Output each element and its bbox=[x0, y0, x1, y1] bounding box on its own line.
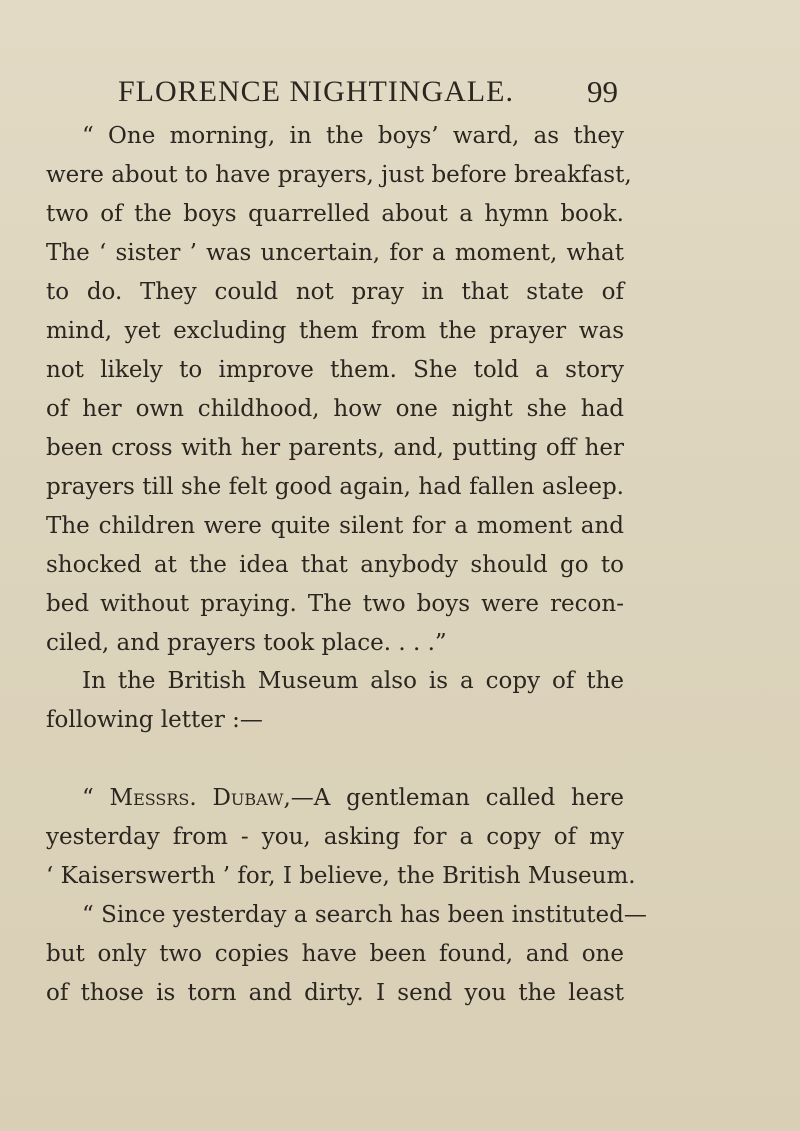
salutation: Messrs. Dubaw, bbox=[109, 785, 291, 811]
text-line: yesterday from - you, asking for a copy of my bbox=[46, 824, 624, 850]
text-line: “ One morning, in the boys’ ward, as they bbox=[82, 123, 624, 149]
text-line: shocked at the idea that anybody should go to bbox=[46, 552, 624, 578]
running-head: FLORENCE NIGHTINGALE. bbox=[118, 75, 514, 108]
paragraph-museum bbox=[46, 662, 624, 740]
text-line: mind, yet excluding them from the prayer was bbox=[46, 318, 624, 344]
text-line: two of the boys quarrelled about a hymn book. bbox=[46, 201, 624, 227]
text-line: of her own childhood, how one night she had bbox=[46, 396, 624, 422]
text-line: The children were quite silent for a moment and bbox=[46, 513, 624, 539]
text-line: of those is torn and dirty. I send you the least bbox=[46, 980, 624, 1006]
open-quote: “ bbox=[82, 785, 110, 811]
letter-paragraph-2 bbox=[46, 896, 647, 1013]
text-line: In the British Museum also is a copy of the bbox=[82, 668, 624, 694]
salutation-rest: —A gentleman called here bbox=[290, 785, 624, 811]
text-line: bed without praying. The two boys were recon- bbox=[46, 591, 624, 617]
text-line: not likely to improve them. She told a story bbox=[46, 357, 624, 383]
letter-paragraph-1 bbox=[46, 779, 636, 896]
text-line: prayers till she felt good again, had fallen asleep. bbox=[46, 474, 624, 500]
text-line: The ‘ sister ’ was uncertain, for a moment, what bbox=[46, 240, 624, 266]
text-line: following letter :— bbox=[46, 707, 263, 733]
page-number: 99 bbox=[587, 74, 618, 109]
text-line: to do. They could not pray in that state of bbox=[46, 279, 624, 305]
letter-salutation-line bbox=[46, 779, 624, 818]
text-line: ‘ Kaiserswerth ’ for, I believe, the British Museum. bbox=[46, 863, 636, 889]
text-line: but only two copies have been found, and one bbox=[46, 941, 624, 967]
text-line: been cross with her parents, and, putting off her bbox=[46, 435, 624, 461]
paragraph-anecdote bbox=[46, 117, 632, 663]
text-line: were about to have prayers, just before breakfast, bbox=[46, 162, 632, 188]
text-line: ciled, and prayers took place. . . .” bbox=[46, 630, 447, 656]
text-line: “ Since yesterday a search has been instituted— bbox=[82, 902, 647, 928]
